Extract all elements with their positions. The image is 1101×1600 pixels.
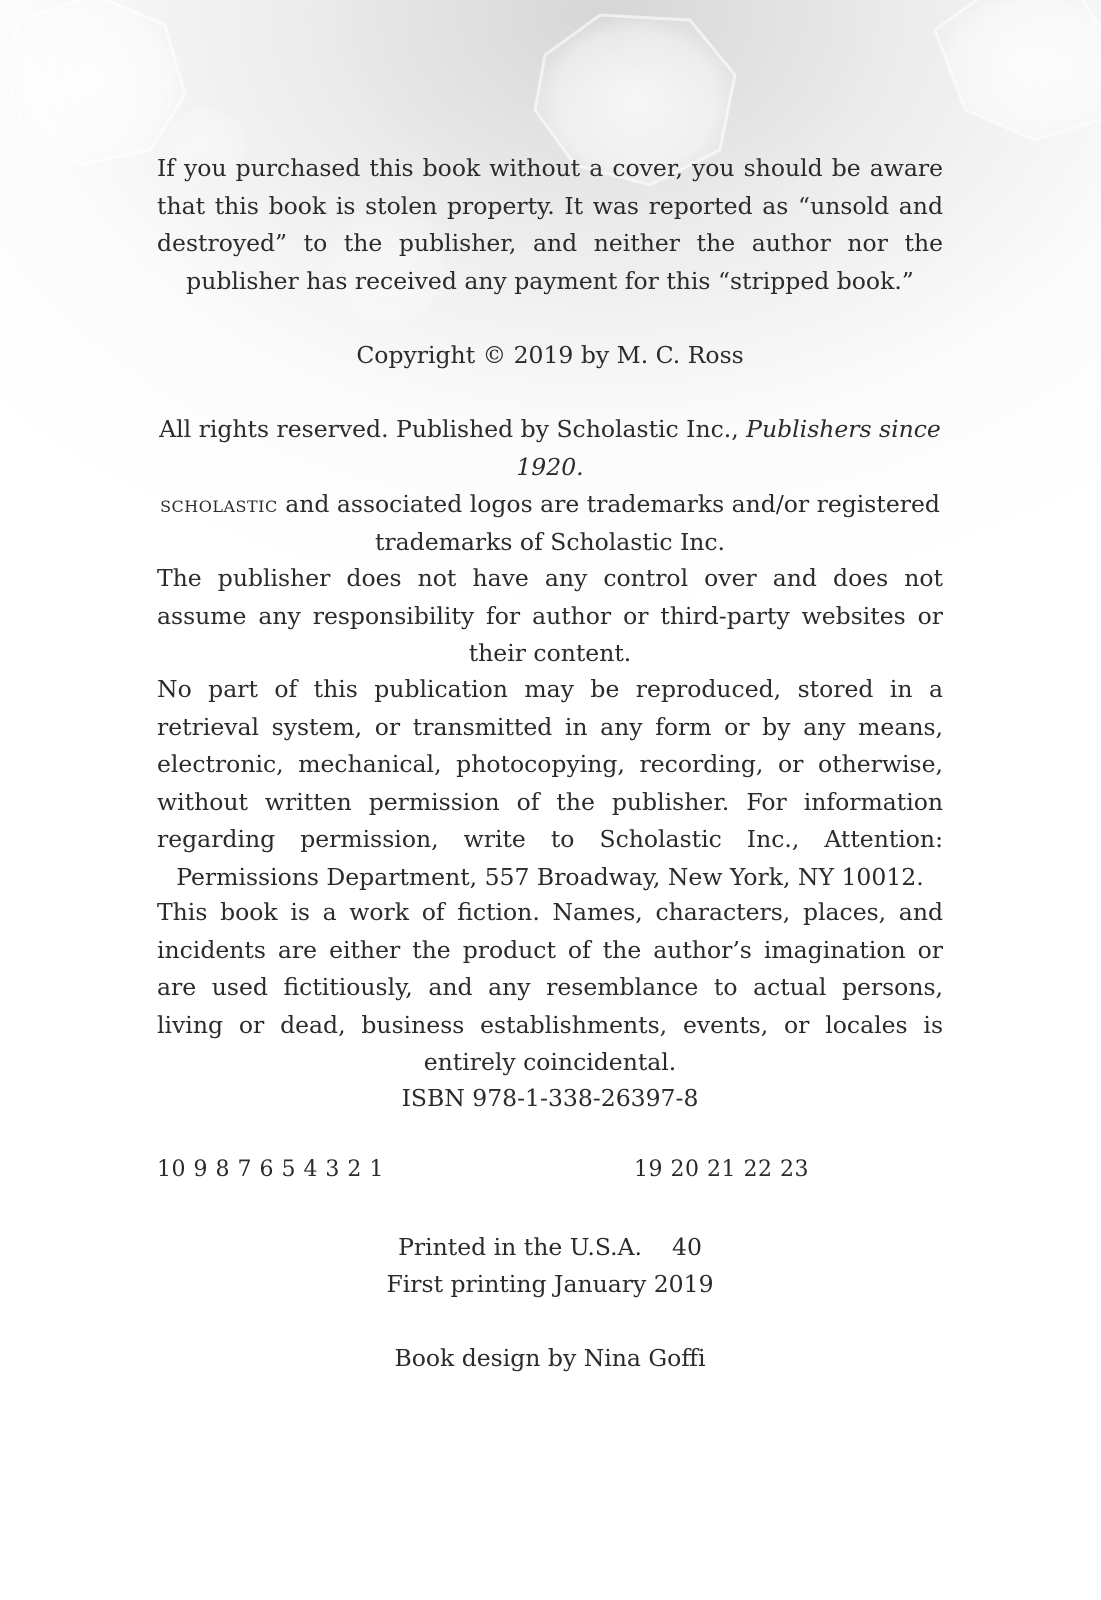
year-number-line: 19 20 21 22 23 <box>634 1157 809 1182</box>
printer-code: 40 <box>672 1233 702 1261</box>
printed-in-line <box>157 1229 943 1267</box>
isbn: ISBN 978-1-338-26397-8 <box>401 1084 699 1112</box>
print-number-line: 10 9 8 7 6 5 4 3 2 1 <box>157 1157 384 1182</box>
liability-disclaimer: The publisher does not have any control over and does not assume any responsibility for author or third-party websites or their content. <box>157 564 943 667</box>
trademark-name: scholastic <box>160 490 278 518</box>
reproduction-notice: No part of this publication may be reproduced, stored in a retrieval system, or transmitted in any form or by any means, electronic, mechanical, photocopying, recording, or otherwise, without written permission of the publisher. For information regarding permission, write to Scholastic Inc., Attention: Permissions Department, 557 Broadway, New York, NY 10012. <box>157 675 943 891</box>
trademark-text: and associated logos are trademarks and/or registered trademarks of Scholastic Inc. <box>277 490 940 556</box>
publisher-tagline: Publishers since 1920. <box>516 415 941 481</box>
first-printing-line: First printing January 2019 <box>386 1270 714 1298</box>
book-design-credit: Book design by Nina Goffi <box>394 1344 706 1372</box>
rights-text: All rights reserved. Published by Scholastic Inc., <box>159 415 747 443</box>
printed-in-text: Printed in the U.S.A. <box>398 1233 643 1261</box>
fiction-disclaimer: This book is a work of fiction. Names, characters, places, and incidents are either the product of the author’s imagination or are used fictitiously, and any resemblance to actual persons, living or dead, business establishments, events, or locales is entirely coincidental. <box>157 898 943 1076</box>
rights-statement <box>157 411 943 561</box>
copyright-line: Copyright © 2019 by M. C. Ross <box>356 341 744 369</box>
stolen-book-notice: If you purchased this book without a cover, you should be aware that this book is stolen property. It was reported as “unsold and destroyed” to the publisher, and neither the author nor the publisher has received any payment for this “stripped book.” <box>157 154 943 295</box>
